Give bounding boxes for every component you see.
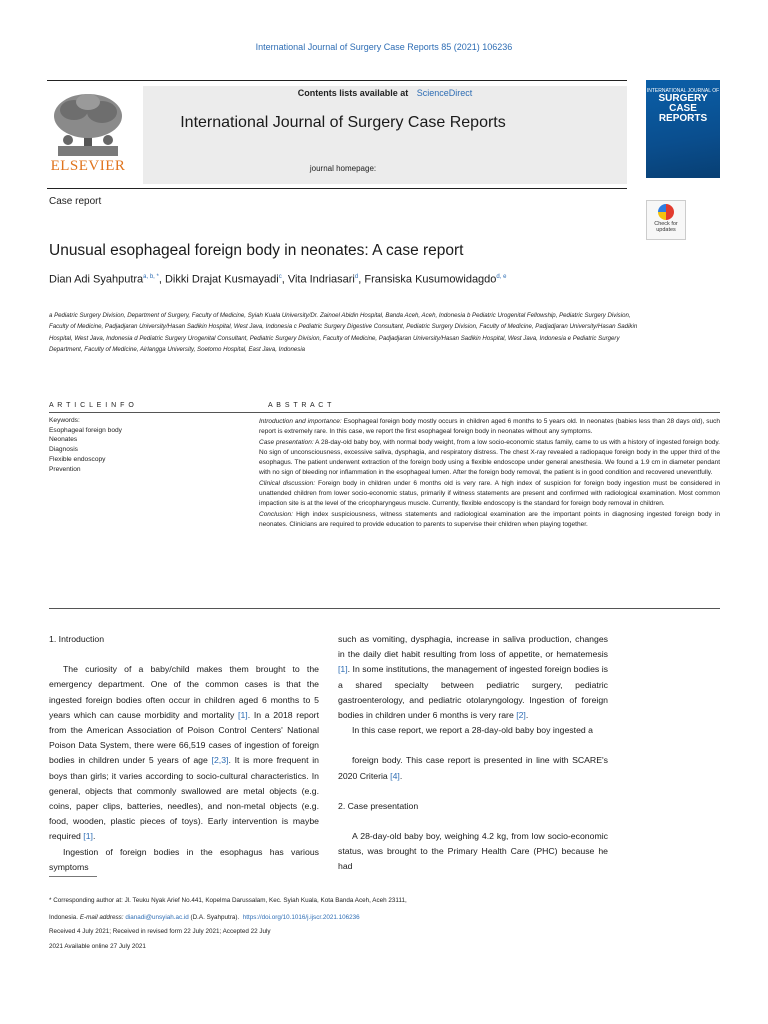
spacer xyxy=(338,784,608,799)
citation-link[interactable]: [1] xyxy=(238,709,248,720)
keyword: Neonates xyxy=(49,436,78,444)
body-text: . xyxy=(399,770,403,781)
cover-line-2: SURGERY CASE REPORTS xyxy=(658,93,708,124)
check-updates-icon xyxy=(658,204,674,220)
email-label: E-mail address: xyxy=(79,914,124,921)
citation-link[interactable]: [4] xyxy=(390,770,400,781)
article-title: Unusual esophageal foreign body in neonates: A case report xyxy=(49,242,464,259)
email-prefix: Indonesia. xyxy=(49,914,80,921)
author-affil[interactable]: a, b, * xyxy=(143,274,159,280)
running-head[interactable]: International Journal of Surgery Case Reports 85 (2021) 106236 xyxy=(255,42,513,52)
author-affil[interactable]: d xyxy=(354,274,359,280)
body-text: . In a 2018 report from the American Association of Poison Control Centers' National Poison Data System, there were 66,519 cases of ingestion of foreign bodies in children under 5 years of age xyxy=(49,709,319,766)
body-text: . In some institutions, the management of ingested foreign bodies is a shared specialty between pediatric surgery, pediatric gastroenterology, and pediatric otolaryngology. Ingestion of foreign bodies in children under 6 months is very rare xyxy=(338,664,608,721)
body-text: . xyxy=(92,831,96,842)
received-dates xyxy=(49,924,349,954)
abstract-section-text: A 28-day-old baby boy, with normal body weight, from a low socio-economic status family, came to us with a history of ingested foreign body. No sign of unconsciousness, excessive saliva, dysphagia, and respiratory distress. The chest X-ray revealed a radiopaque foreign body in the upper third of the esophagus. The patient underwent extraction of the foreign body using a flexible endoscope under general anesthesia. We found a 1.9 cm in diameter pendant with no sign of bleeding nor inflammation in the esophageal lumen. After the foreign body removal, the patient is in good condition and recovered uneventfully. xyxy=(259,438,720,477)
keyword: Flexible endoscopy xyxy=(49,455,106,463)
article-info-heading: A R T I C L E I N F O xyxy=(49,402,135,409)
citation-link[interactable]: [1] xyxy=(338,664,348,675)
citation-link[interactable]: [1] xyxy=(83,831,93,842)
abstract-section-text: Foreign body in children under 6 months old is very rare. A high index of suspicion for foreign body ingestion must be considered in unattended children from lower socio-economic status, primarily if witness statements are present and confirmed with radiological examination. Most common impaction site is at the level of the cricopharyngeus muscle. Currently, flexible endoscopy is the standard for foreign body removal in children. xyxy=(259,479,721,508)
section-heading-case-presentation: 2. Case presentation xyxy=(338,800,419,811)
doi-link[interactable]: https://doi.org/10.1016/j.ijscr.2021.106236 xyxy=(242,914,360,921)
abstract-paragraph xyxy=(259,479,720,510)
abstract-paragraph xyxy=(259,510,720,531)
abstract-bottom-rule xyxy=(49,608,720,609)
author-name[interactable]: Dikki Drajat Kusmayadi xyxy=(164,273,279,286)
abstract-body xyxy=(259,417,720,530)
abstract-section-text: High index suspiciousness, witness statements and radiological examination are the important points in diagnosing ingested foreign body in neonates. Clinicians are required to provide education to parents to supervise their children when playing together. xyxy=(259,510,720,528)
journal-title: International Journal of Surgery Case Reports xyxy=(180,114,506,131)
abstract-heading: A B S T R A C T xyxy=(268,402,333,409)
keyword: Esophageal foreign body xyxy=(49,426,122,434)
section-heading-introduction: 1. Introduction xyxy=(49,634,105,644)
body-column-left xyxy=(49,632,319,875)
body-text: The curiosity of a baby/child makes them brought to the emergency department. One of the common cases is that the ingested foreign bodies often occur in children aged 6 months to 5 years which can cause morbidity and mortality xyxy=(49,664,319,720)
abstract-section-label: Clinical discussion: xyxy=(259,479,316,487)
abstract-section-label: Conclusion: xyxy=(259,510,293,518)
body-column-right xyxy=(338,632,608,875)
body-text: . xyxy=(525,710,529,721)
body-text: such as vomiting, dysphagia, increase in saliva production, changes in the daily diet habit resulting from loss of appetite, or hematemesis xyxy=(338,634,608,660)
author-name[interactable]: Fransiska Kusumowidagdo xyxy=(364,273,497,286)
corresponding-author-footnote xyxy=(49,892,689,926)
footnote-rule xyxy=(49,876,97,877)
keyword: Diagnosis xyxy=(49,446,78,454)
email-link[interactable]: dianadi@unsyiah.ac.id xyxy=(125,914,189,921)
body-text: foreign body. This case report is presented in line with SCARE's 2020 Criteria xyxy=(338,755,608,781)
keywords-list xyxy=(49,416,122,474)
header-top-rule xyxy=(47,80,627,81)
available-line: 2021 Available online 27 July 2021 xyxy=(49,943,146,950)
author-name[interactable]: Vita Indriasari xyxy=(287,273,355,286)
author-affil[interactable]: d, e xyxy=(496,274,507,280)
body-paragraph: A 28-day-old baby boy, weighing 4.2 kg, from low socio-economic status, was brought to the Primary Health Care (PHC) because he had xyxy=(338,831,608,872)
body-paragraph: In this case report, we report a 28-day-old baby boy ingested a xyxy=(352,725,593,736)
citation-link[interactable]: [2] xyxy=(516,710,526,721)
author-affil[interactable]: c xyxy=(278,274,282,280)
sciencedirect-link[interactable]: ScienceDirect xyxy=(416,88,473,98)
abstract-section-label: Case presentation: xyxy=(259,438,314,446)
check-for-updates-badge[interactable] xyxy=(646,200,686,240)
keywords-label: Keywords: xyxy=(49,417,80,424)
received-line: Received 4 July 2021; Received in revised form 22 July 2021; Accepted 22 July xyxy=(49,928,271,935)
email-suffix: (D.A. Syahputra). xyxy=(188,914,240,921)
spacer xyxy=(338,738,608,753)
header-bottom-rule xyxy=(47,188,627,189)
abstract-paragraph xyxy=(259,438,720,479)
spacer xyxy=(338,814,608,829)
abstract-section-text: Esophageal foreign body mostly occurs in children aged 6 months to 5 years old. In neonates (babies less than 28 days old), such report is extremely rare. In this case, we report the first esophageal foreign body in neonates without any symptoms. xyxy=(259,418,720,436)
journal-cover-image xyxy=(646,80,720,178)
contents-line xyxy=(143,88,627,98)
section-type: Case report xyxy=(49,196,102,207)
contents-label: Contents lists available at xyxy=(297,88,409,98)
spacer xyxy=(49,647,319,662)
cover-line-1: INTERNATIONAL JOURNAL OF xyxy=(646,88,720,94)
author-name[interactable]: Dian Adi Syahputra xyxy=(49,273,144,286)
body-text: . It is more frequent in boys than girls; it varies according to socio-cultural characteristics. In general, objects that commonly swallowed are metal objects (e.g. coins, paper clips, batteries, needles), and non-metal objects (e.g. food, wooden, plastic pieces of toys). Early intervention is maybe required xyxy=(49,755,319,842)
keyword: Prevention xyxy=(49,465,81,473)
body-paragraph: Ingestion of foreign bodies in the esophagus has various symptoms xyxy=(49,846,319,872)
corresponding-address: * Corresponding author at: Jl. Teuku Nyak Arief No.441, Kopelma Darussalam, Kec. Syiah Kuala, Kota Banda Aceh, Aceh 23111, xyxy=(49,897,407,904)
abstract-section-label: Introduction and importance: xyxy=(259,418,342,425)
journal-homepage[interactable]: journal homepage: xyxy=(309,164,377,173)
check-updates-label: Check for updates xyxy=(654,221,678,233)
citation-link[interactable]: [2,3] xyxy=(211,755,229,766)
author-list: Dian Adi Syahputra$^{a, b, *}$, Dikki Drajat Kusmayadi$^c$, Vita Indriasari$^d$, Fransiska Kusumowidagdo$^{d, e}$ xyxy=(49,273,507,286)
abstract-paragraph xyxy=(259,417,720,438)
body-paragraph xyxy=(338,632,608,723)
elsevier-wordmark: ELSEVIER xyxy=(50,158,126,174)
body-paragraph xyxy=(338,753,608,783)
article-info-rule xyxy=(49,412,249,413)
abstract-rule xyxy=(232,412,720,413)
affiliations: a Pediatric Surgery Division, Department of Surgery, Faculty of Medicine, Syiah Kuala University/Dr. Zainoel Abidin Hospital, Banda Aceh, Aceh, Indonesia b Pediatric Urogenital Fellowship, Pediatric Surgery Division, Faculty of Medicine, Padjadjaran University/Hasan Sadikin Hospital, West Java, Indonesia c Pediatric Surgery Digestive Consultant, Pediatric Surgery Division, Faculty of Medicine, Padjadjaran University/Hasan Sadikin Hospital, West Java, Indonesia d Pediatric Surgery Urogenital Consultant, Pediatric Surgery Division, Faculty of Medicine, Padjadjaran University/Hasan Sadikin Hospital, West Java, Indonesia e Pediatric Surgery Department, Faculty of Medicine, Airlangga University, Soetomo Hospital, East Java, Indonesia xyxy=(49,312,638,353)
body-paragraph xyxy=(49,662,319,844)
